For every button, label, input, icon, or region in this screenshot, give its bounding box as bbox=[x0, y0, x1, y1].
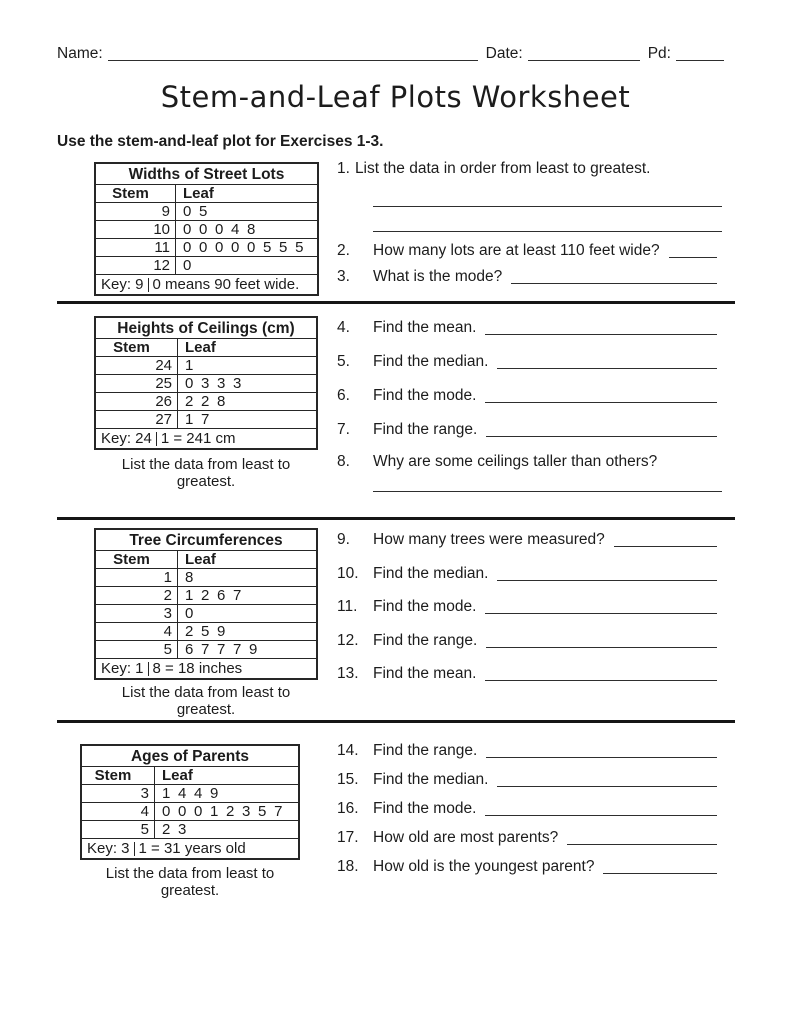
table-row bbox=[96, 203, 317, 221]
date-blank bbox=[528, 47, 640, 61]
table-note: List the data from least to greatest. bbox=[121, 684, 291, 718]
question-number: 6. bbox=[337, 387, 350, 404]
table-header-row bbox=[96, 339, 316, 357]
stem-cell: 5 bbox=[82, 821, 155, 838]
pd-label: Pd: bbox=[647, 45, 671, 62]
leaf-cell: 2 3 bbox=[162, 821, 187, 838]
key-divider-bar-icon bbox=[134, 842, 135, 856]
leaf-cell: 0 0 0 4 8 bbox=[183, 221, 256, 238]
table-header-row bbox=[96, 185, 317, 203]
question-number: 18. bbox=[337, 858, 359, 875]
question-text: Find the median. bbox=[373, 771, 489, 788]
stem-leaf-table-ceilings bbox=[94, 316, 318, 450]
question-text: Find the range. bbox=[373, 742, 478, 759]
question-text: List the data in order from least to greatest. bbox=[354, 160, 651, 177]
question-number: 17. bbox=[337, 829, 359, 846]
question-4 bbox=[337, 318, 717, 337]
answer-blank bbox=[485, 389, 717, 403]
stem-cell: 24 bbox=[96, 357, 178, 374]
stem-cell: 2 bbox=[96, 587, 178, 604]
question-number: 2. bbox=[337, 242, 350, 259]
leaf-cell: 2 5 9 bbox=[185, 623, 226, 640]
question-number: 1. bbox=[337, 160, 350, 177]
question-6 bbox=[337, 386, 717, 405]
section-divider bbox=[57, 720, 735, 723]
table-key bbox=[96, 659, 316, 678]
key-divider-bar-icon bbox=[148, 662, 149, 676]
question-number: 13. bbox=[337, 665, 359, 682]
page-title: Stem-and-Leaf Plots Worksheet bbox=[160, 80, 631, 114]
key-pre: Key: 9 bbox=[101, 276, 144, 293]
question-5 bbox=[337, 352, 717, 371]
key-post: 1 = 241 cm bbox=[160, 430, 236, 447]
leaf-cell: 0 0 0 0 0 5 5 5 bbox=[183, 239, 304, 256]
leaf-cell: 0 bbox=[185, 605, 194, 622]
question-number: 3. bbox=[337, 268, 350, 285]
leaf-header: Leaf bbox=[162, 767, 193, 784]
answer-blank bbox=[486, 423, 717, 437]
question-8 bbox=[337, 453, 717, 471]
leaf-cell: 0 5 bbox=[183, 203, 208, 220]
answer-blank bbox=[497, 773, 717, 787]
table-row bbox=[96, 641, 316, 659]
question-number: 8. bbox=[337, 453, 350, 470]
name-blank bbox=[108, 47, 478, 61]
answer-blank bbox=[603, 860, 717, 874]
stem-cell: 4 bbox=[82, 803, 155, 820]
leaf-cell: 1 4 4 9 bbox=[162, 785, 219, 802]
leaf-cell: 8 bbox=[185, 569, 194, 586]
name-label: Name: bbox=[57, 45, 103, 62]
stem-cell: 4 bbox=[96, 623, 178, 640]
question-number: 12. bbox=[337, 632, 359, 649]
table-row bbox=[96, 411, 316, 429]
stem-cell: 1 bbox=[96, 569, 178, 586]
stem-cell: 9 bbox=[96, 203, 176, 220]
table-header-row bbox=[96, 551, 316, 569]
question-number: 5. bbox=[337, 353, 350, 370]
answer-blank bbox=[485, 802, 717, 816]
table-row bbox=[96, 605, 316, 623]
table-row bbox=[96, 357, 316, 375]
question-text: How many trees were measured? bbox=[373, 531, 605, 548]
question-1 bbox=[337, 160, 717, 178]
table-row bbox=[96, 569, 316, 587]
table-row bbox=[96, 623, 316, 641]
table-row bbox=[96, 257, 317, 275]
leaf-cell: 2 2 8 bbox=[185, 393, 226, 410]
table-row bbox=[96, 375, 316, 393]
answer-blank bbox=[614, 533, 717, 547]
question-text: Find the range. bbox=[373, 421, 478, 438]
question-text: Find the mode. bbox=[373, 800, 477, 817]
answer-blank bbox=[567, 831, 717, 845]
table-note: List the data from least to greatest. bbox=[121, 456, 291, 490]
table-row bbox=[82, 803, 298, 821]
question-number: 4. bbox=[337, 319, 350, 336]
stem-header: Stem bbox=[96, 185, 176, 202]
question-10 bbox=[337, 564, 717, 583]
answer-blank bbox=[669, 244, 717, 258]
leaf-header: Leaf bbox=[185, 551, 216, 568]
table-row bbox=[82, 821, 298, 839]
table-row bbox=[96, 239, 317, 257]
answer-blank bbox=[485, 600, 717, 614]
leaf-cell: 0 0 0 1 2 3 5 7 bbox=[162, 803, 283, 820]
table-key bbox=[82, 839, 298, 858]
answer-blank bbox=[497, 355, 717, 369]
table-header-row bbox=[82, 767, 298, 785]
question-text: Find the median. bbox=[373, 353, 489, 370]
stem-cell: 25 bbox=[96, 375, 178, 392]
date-label: Date: bbox=[485, 45, 523, 62]
question-11 bbox=[337, 597, 717, 616]
leaf-cell: 1 2 6 7 bbox=[185, 587, 242, 604]
question-text: How old is the youngest parent? bbox=[373, 858, 595, 875]
stem-cell: 11 bbox=[96, 239, 176, 256]
question-15 bbox=[337, 770, 717, 789]
answer-line bbox=[373, 231, 722, 232]
stem-header: Stem bbox=[96, 551, 178, 568]
key-post: 1 = 31 years old bbox=[138, 840, 246, 857]
stem-leaf-table-parents bbox=[80, 744, 300, 860]
leaf-cell: 6 7 7 7 9 bbox=[185, 641, 258, 658]
leaf-cell: 0 bbox=[183, 257, 192, 274]
stem-cell: 10 bbox=[96, 221, 176, 238]
question-text: Find the mode. bbox=[373, 387, 477, 404]
stem-header: Stem bbox=[96, 339, 178, 356]
question-16 bbox=[337, 799, 717, 818]
table-title: Heights of Ceilings (cm) bbox=[96, 318, 316, 339]
section-divider bbox=[57, 517, 735, 520]
table-title: Tree Circumferences bbox=[96, 530, 316, 551]
answer-blank bbox=[485, 667, 717, 681]
stem-cell: 12 bbox=[96, 257, 176, 274]
table-title: Ages of Parents bbox=[82, 746, 298, 767]
table-key bbox=[96, 275, 317, 294]
leaf-header: Leaf bbox=[183, 185, 214, 202]
table-row bbox=[96, 587, 316, 605]
question-number: 15. bbox=[337, 771, 359, 788]
leaf-cell: 1 bbox=[185, 357, 194, 374]
name-date-pd-row bbox=[57, 44, 737, 63]
stem-cell: 5 bbox=[96, 641, 178, 658]
question-13 bbox=[337, 664, 717, 683]
leaf-cell: 0 3 3 3 bbox=[185, 375, 242, 392]
stem-cell: 27 bbox=[96, 411, 178, 428]
question-text: How many lots are at least 110 feet wide? bbox=[373, 242, 660, 259]
key-pre: Key: 1 bbox=[101, 660, 144, 677]
question-text: Find the range. bbox=[373, 632, 478, 649]
question-number: 16. bbox=[337, 800, 359, 817]
stem-header: Stem bbox=[82, 767, 155, 784]
answer-line bbox=[373, 206, 722, 207]
question-2 bbox=[337, 241, 717, 260]
key-pre: Key: 24 bbox=[101, 430, 152, 447]
question-number: 7. bbox=[337, 421, 350, 438]
table-row bbox=[96, 221, 317, 239]
answer-blank bbox=[511, 270, 717, 284]
question-7 bbox=[337, 420, 717, 439]
table-row bbox=[82, 785, 298, 803]
stem-cell: 3 bbox=[96, 605, 178, 622]
answer-blank bbox=[485, 321, 717, 335]
leaf-header: Leaf bbox=[185, 339, 216, 356]
leaf-cell: 1 7 bbox=[185, 411, 210, 428]
answer-blank bbox=[486, 744, 717, 758]
table-note: List the data from least to greatest. bbox=[105, 865, 275, 899]
question-text: Why are some ceilings taller than others? bbox=[373, 453, 658, 470]
question-17 bbox=[337, 828, 717, 847]
table-key bbox=[96, 429, 316, 448]
question-number: 14. bbox=[337, 742, 359, 759]
answer-line bbox=[373, 491, 722, 492]
pd-blank bbox=[676, 47, 724, 61]
question-text: Find the mode. bbox=[373, 598, 477, 615]
question-number: 10. bbox=[337, 565, 359, 582]
key-pre: Key: 3 bbox=[87, 840, 130, 857]
question-18 bbox=[337, 857, 717, 876]
question-12 bbox=[337, 631, 717, 650]
table-title: Widths of Street Lots bbox=[96, 164, 317, 185]
question-9 bbox=[337, 530, 717, 549]
key-divider-bar-icon bbox=[148, 278, 149, 292]
question-text: Find the mean. bbox=[373, 665, 477, 682]
key-post: 8 = 18 inches bbox=[152, 660, 243, 677]
table-row bbox=[96, 393, 316, 411]
question-text: Find the median. bbox=[373, 565, 489, 582]
answer-blank bbox=[497, 567, 717, 581]
instruction: Use the stem-and-leaf plot for Exercises 1-3. bbox=[57, 133, 384, 150]
key-divider-bar-icon bbox=[156, 432, 157, 446]
stem-leaf-table-street-lots bbox=[94, 162, 319, 296]
question-text: How old are most parents? bbox=[373, 829, 559, 846]
question-3 bbox=[337, 267, 717, 286]
key-post: 0 means 90 feet wide. bbox=[152, 276, 300, 293]
stem-leaf-table-trees bbox=[94, 528, 318, 680]
question-text: What is the mode? bbox=[373, 268, 503, 285]
stem-cell: 3 bbox=[82, 785, 155, 802]
question-text: Find the mean. bbox=[373, 319, 477, 336]
question-number: 11. bbox=[337, 598, 358, 615]
stem-cell: 26 bbox=[96, 393, 178, 410]
question-number: 9. bbox=[337, 531, 350, 548]
section-divider bbox=[57, 301, 735, 304]
answer-blank bbox=[486, 634, 717, 648]
question-14 bbox=[337, 741, 717, 760]
